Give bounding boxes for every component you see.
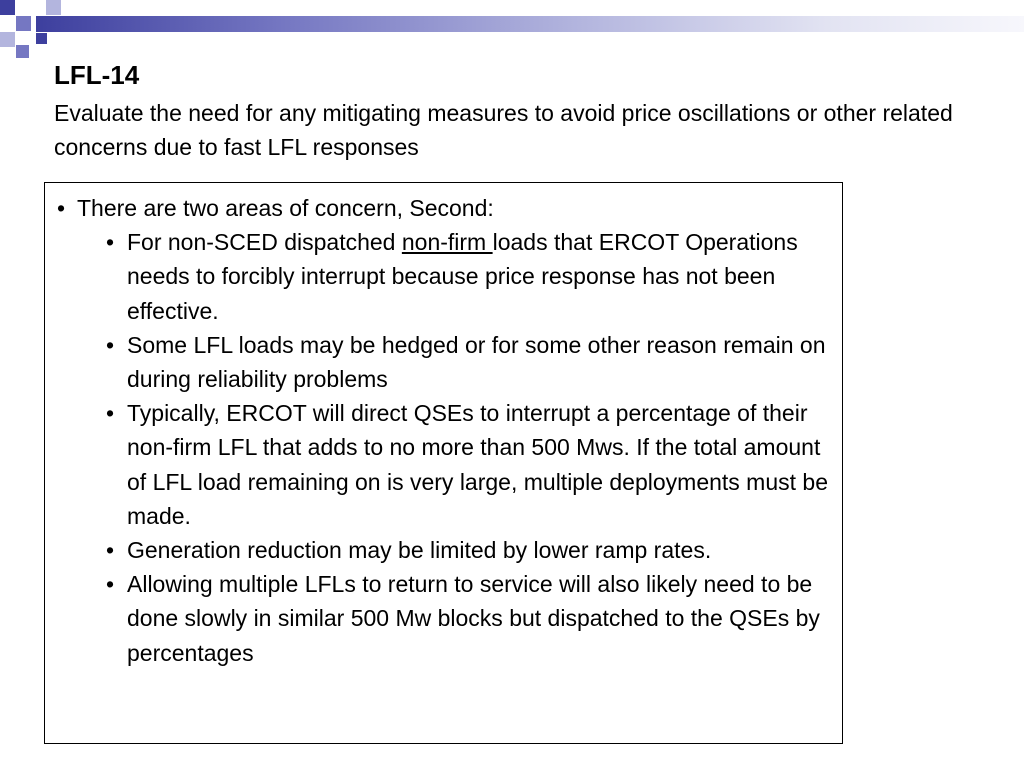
sub-bullet-text: Generation reduction may be limited by lower ramp rates. — [127, 537, 712, 564]
bullet-dot: • — [106, 537, 115, 564]
sub-bullet — [45, 396, 842, 533]
sub-bullet — [45, 225, 842, 328]
sub-bullet-text: Typically, ERCOT will direct QSEs to interrupt a percentage of their non-firm LFL that adds to no more than 500 Mws. If the total amount of LFL load remaining on is very large, multiple deployments must be made. — [127, 400, 828, 529]
content-box — [44, 182, 843, 744]
sub-bullet-text: Allowing multiple LFLs to return to service will also likely need to be done slowly in similar 500 Mw blocks but dispatched to the QSEs by percentages — [127, 571, 820, 666]
deco-square-dark-top — [0, 0, 15, 15]
sub-bullet-underlined-text: non-firm — [401, 229, 493, 256]
bullet-dot: • — [106, 400, 115, 427]
deco-square-dark-small — [36, 33, 47, 44]
deco-square-mid-bottom — [16, 45, 29, 58]
deco-square-mid-left — [16, 16, 31, 31]
header-gradient-bar — [36, 16, 1024, 32]
sub-bullet-text: Some LFL loads may be hedged or for some other reason remain on during reliability problems — [127, 331, 826, 393]
main-bullet-text: There are two areas of concern, Second: — [77, 195, 494, 221]
sub-bullet — [45, 328, 842, 396]
deco-square-light-left — [0, 32, 15, 47]
bullet-list — [45, 191, 842, 670]
sub-bullet — [45, 567, 842, 670]
bullet-dot: • — [106, 331, 115, 358]
deco-square-light-top — [46, 0, 61, 15]
bullet-dot: • — [106, 571, 115, 598]
bullet-dot: • — [57, 195, 66, 221]
sub-bullet — [45, 533, 842, 567]
sub-bullet-text-post: loads that ERCOT Operations needs to forcibly interrupt because price response has not been effective. — [127, 229, 798, 324]
slide-subtitle: Evaluate the need for any mitigating measures to avoid price oscillations or other related concerns due to fast LFL responses — [54, 100, 953, 160]
sub-bullet-text-pre: For non-SCED dispatched — [127, 229, 402, 256]
main-bullet — [45, 191, 842, 225]
slide-title: LFL-14 — [54, 60, 140, 90]
bullet-dot: • — [106, 229, 115, 256]
